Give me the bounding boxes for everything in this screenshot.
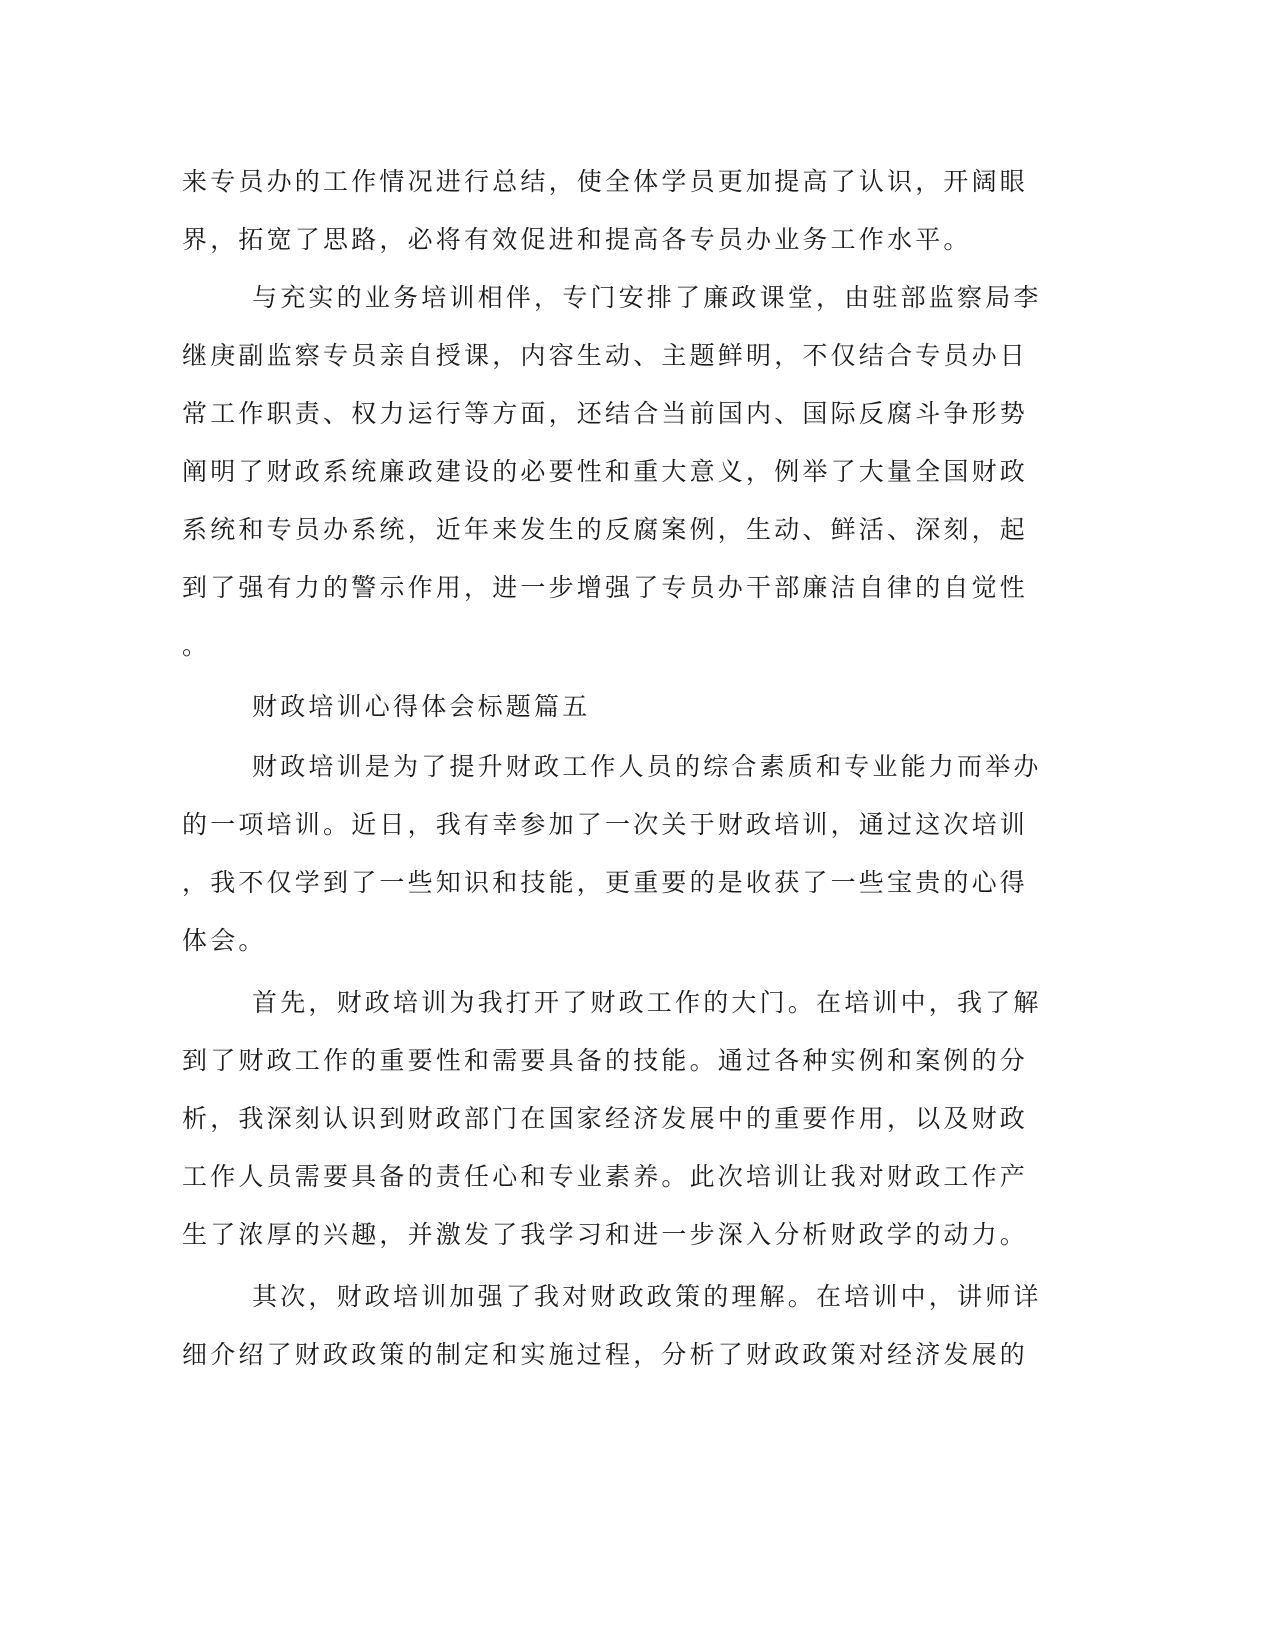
paragraph-start: 财政培训是为了提升财政工作人员的综合素质和专业能力而举办 bbox=[252, 752, 1042, 781]
text-line: 工作人员需要具备的责任心和专业素养。此次培训让我对财政工作产 bbox=[182, 1162, 1029, 1191]
text-line: 阐明了财政系统廉政建设的必要性和重大意义，例举了大量全国财政 bbox=[182, 457, 1029, 486]
text-line: 到了财政工作的重要性和需要具备的技能。通过各种实例和案例的分 bbox=[182, 1046, 1029, 1075]
text-line: 系统和专员办系统，近年来发生的反腐案例，生动、鲜活、深刻，起 bbox=[182, 515, 1029, 544]
paragraph-start: 其次，财政培训加强了我对财政政策的理解。在培训中，讲师详 bbox=[252, 1282, 1042, 1311]
paragraph-start: 与充实的业务培训相伴，专门安排了廉政课堂，由驻部监察局李 bbox=[252, 283, 1042, 312]
text-line: 继庚副监察专员亲自授课，内容生动、主题鲜明，不仅结合专员办日 bbox=[182, 341, 1029, 370]
text-line: 生了浓厚的兴趣，并激发了我学习和进一步深入分析财政学的动力。 bbox=[182, 1220, 1029, 1249]
text-line: 来专员办的工作情况进行总结，使全体学员更加提高了认识，开阔眼 bbox=[182, 167, 1029, 196]
text-line: 体会。 bbox=[182, 926, 267, 955]
section-heading: 财政培训心得体会标题篇五 bbox=[252, 692, 591, 721]
text-line: ，我不仅学到了一些知识和技能，更重要的是收获了一些宝贵的心得 bbox=[182, 868, 1029, 897]
text-line: 界，拓宽了思路，必将有效促进和提高各专员办业务工作水平。 bbox=[182, 225, 972, 254]
paragraph-start: 首先，财政培训为我打开了财政工作的大门。在培训中，我了解 bbox=[252, 988, 1042, 1017]
text-line: 的一项培训。近日，我有幸参加了一次关于财政培训，通过这次培训 bbox=[182, 810, 1029, 839]
text-line: 到了强有力的警示作用，进一步增强了专员办干部廉洁自律的自觉性 bbox=[182, 573, 1029, 602]
text-line: 细介绍了财政政策的制定和实施过程，分析了财政政策对经济发展的 bbox=[182, 1340, 1029, 1369]
text-line: 。 bbox=[182, 631, 211, 660]
text-line: 析，我深刻认识到财政部门在国家经济发展中的重要作用，以及财政 bbox=[182, 1104, 1029, 1133]
text-line: 常工作职责、权力运行等方面，还结合当前国内、国际反腐斗争形势 bbox=[182, 399, 1029, 428]
